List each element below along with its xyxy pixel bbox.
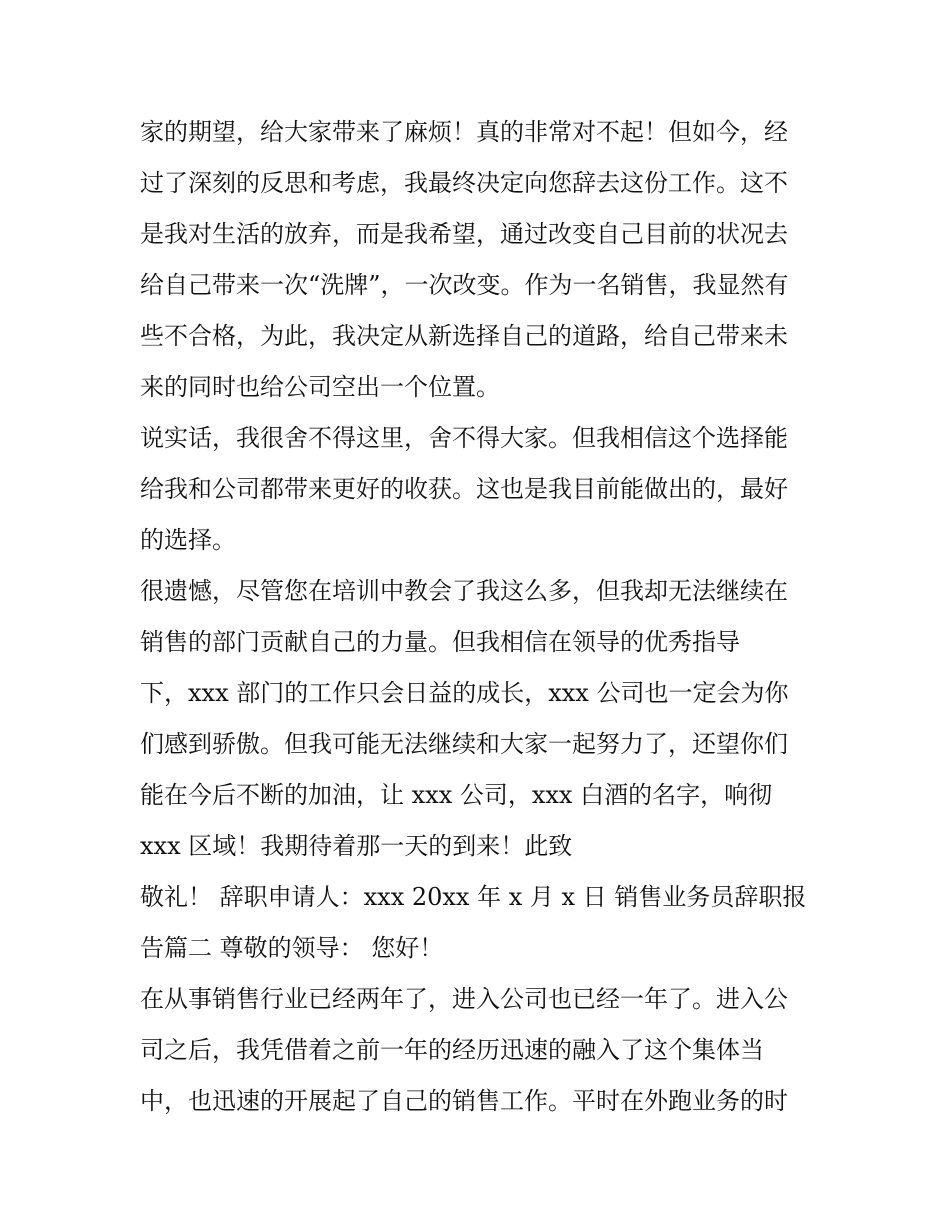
text-line: 来的同时也给公司空出一个位置。: [140, 373, 500, 401]
text-line: 是我对生活的放弃，而是我希望，通过改变自己目前的状况去: [140, 220, 788, 248]
text-line: 中，也迅速的开展起了自己的销售工作。平时在外跑业务的时: [140, 1087, 788, 1115]
text-line: 司之后，我凭借着之前一年的经历迅速的融入了这个集体当: [140, 1036, 764, 1064]
document-body: [140, 107, 820, 1127]
text-line: 些不合格，为此，我决定从新选择自己的道路，给自己带来未: [140, 322, 788, 350]
text-line: 在从事销售行业已经两年了，进入公司也已经一年了。进入公: [140, 985, 788, 1013]
text-line: 很遗憾，尽管您在培训中教会了我这么多，但我却无法继续在: [140, 577, 788, 605]
text-line: 过了深刻的反思和考虑，我最终决定向您辞去这份工作。这不: [140, 169, 788, 197]
text-line: 家的期望，给大家带来了麻烦！真的非常对不起！但如今，经: [140, 118, 788, 146]
text-line: 给自己带来一次“洗牌”，一次改变。作为一名销售，我显然有: [140, 271, 789, 299]
text-line: 敬礼！ 辞职申请人：xxx 20xx 年 x 月 x 日 销售业务员辞职报: [140, 883, 807, 911]
text-line: 给我和公司都带来更好的收获。这也是我目前能做出的，最好: [140, 475, 788, 503]
text-line: xxx 区域！我期待着那一天的到来！此致: [140, 832, 573, 860]
text-line: 告篇二 尊敬的领导： 您好！: [140, 934, 444, 962]
text-line: 下，xxx 部门的工作只会日益的成长，xxx 公司也一定会为你: [140, 679, 789, 707]
text-line: 销售的部门贡献自己的力量。但我相信在领导的优秀指导: [140, 628, 740, 656]
text-line: 们感到骄傲。但我可能无法继续和大家一起努力了，还望你们: [140, 730, 788, 758]
text-line: 说实话，我很舍不得这里，舍不得大家。但我相信这个选择能: [140, 424, 788, 452]
text-line: 能在今后不断的加油，让 xxx 公司，xxx 白酒的名字，响彻: [140, 781, 773, 809]
text-line: 的选择。: [140, 526, 236, 554]
